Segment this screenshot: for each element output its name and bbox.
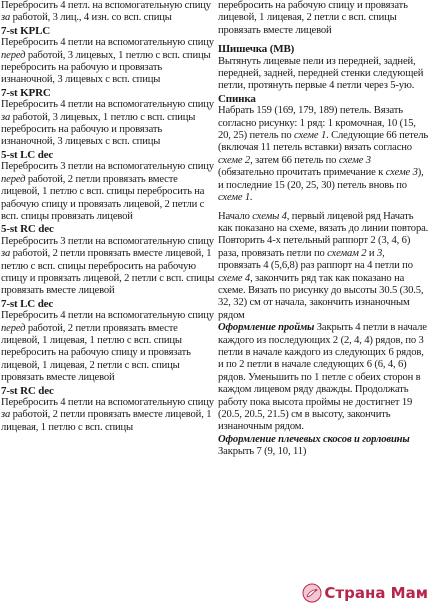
section-heading: Оформление проймы [218, 322, 315, 334]
text-italic: за [1, 111, 11, 123]
section-heading: 7-st RC dec [1, 384, 54, 397]
text: Набрать 159 (169, 179, 189) петель. Вязать согласно рисунку: 1 ряд: 1 кромочная, 10 (15, 20, 25) петель по [218, 105, 416, 142]
paragraph [1, 161, 215, 223]
right-column [218, 0, 429, 459]
paragraph: перебросить на рабочую спицу и провязать лицевой, 1 лицевая, 2 петли с всп. спицы провязать вместе лицевой [218, 0, 408, 36]
text: работой, 2 петли провязать вместе лицевой, 1 петлю с всп. спицы перебросить на рабочую спицу и провязать лицевой, 2 петли с всп. спицы провязать вместе лицевой [1, 248, 215, 297]
paragraph [218, 322, 429, 434]
text: Перебросить 4 петли на вспомогательную спицу [1, 99, 214, 111]
text-italic: схеме 1 [294, 130, 327, 142]
text: работой, 3 лицевых, 1 петлю с всп. спицы перебросить на рабочую и провязать изнаночной, 3 лицевых с всп. спицы [1, 49, 211, 86]
text: , закончить ряд так как показано на схеме. Вязать по рисунку до высоты 30.5 (30.5, 32, 32) см от начала, закончить изнаночным рядом [218, 272, 424, 321]
paragraph [218, 105, 429, 204]
text-italic: схеме 3 [338, 154, 371, 166]
text-italic: схемы 4 [252, 210, 287, 222]
paragraph [1, 310, 215, 384]
section-heading: 7-st KPLC [1, 24, 51, 37]
text-italic: за [1, 12, 11, 24]
section-heading: Оформление плечевых скосов и горловины [218, 433, 410, 445]
text: Начало [218, 210, 250, 222]
text-italic: схеме 3 [385, 167, 418, 179]
paragraph [1, 236, 215, 298]
paragraph [1, 397, 215, 434]
text: работой, 2 петли провязать вместе лицевой, 1 лицевая, 1 петлю с всп. спицы [1, 409, 212, 433]
text: Перебросить 4 петли на вспомогательную спицу [1, 37, 214, 49]
left-column [1, 0, 215, 434]
section-heading: 7-st KPRC [1, 86, 51, 99]
text: Перебросить 4 петл. на вспомогательную спицу [1, 0, 211, 11]
text-italic: 3 [376, 247, 383, 259]
text-italic: перед [1, 173, 26, 185]
text-italic: перед [1, 49, 26, 61]
text: работой, 2 петли провязать вместе лицевой, 1 лицевая, 1 петлю с всп. спицы перебросить на рабочую спицу и провязать лицевой, 1 лицевая, 2 петли с всп. спицы провязать вместе лицевой [1, 322, 191, 384]
stork-logo-icon [302, 583, 322, 603]
text-italic: схеме 4 [218, 272, 251, 284]
text: Закрыть 7 (9, 10, 11) [218, 446, 307, 458]
text: , первый лицевой ряд Начать как показано на схеме, вязать до линии повтора. Повторить 4-х петельный раппорт 2 (3, 4, 6) раза, провязать петли по [218, 210, 429, 259]
site-watermark [302, 578, 428, 608]
text: , провязать 4 (5,6,8) раз раппорт на 4 петли по [218, 247, 413, 272]
section-heading: 7-st LC dec [1, 297, 54, 310]
paragraph [1, 37, 215, 87]
text-italic: перед [1, 322, 26, 334]
paragraph [218, 434, 429, 459]
text: Перебросить 4 петли на вспомогательную спицу [1, 397, 214, 408]
text: (обязательно прочитать примечание к [218, 167, 384, 179]
text: , затем 66 петель по [250, 154, 337, 166]
text: Закрыть 4 петли в начале каждого из последующих 2 (2, 4, 4) рядов, по 3 петли в начале каждого из следующих 6 рядов, и по 2 петли в начале следующих 6 (6, 4, 6) рядов. Уменьшить по 1 петле с обеих сторон в каждом лицевом ряду дважды. Продолжать работу пока высота проймы не достигнет 19 (20.5, 20.5, 21.5) см в высоту, закончить изнаночным рядом. [218, 322, 427, 433]
text: . Следующие 66 петель (включая 11 петель вставки) вязать согласно [218, 130, 429, 154]
section-heading: Спинка [218, 92, 256, 105]
section-heading: Шишечка (MB) [218, 43, 295, 56]
watermark-text: Страна Мам [324, 584, 428, 602]
text: ), и последние 15 (20, 25, 30) петель вновь по [218, 167, 424, 191]
text-italic: схеме 2 [218, 154, 251, 166]
section-heading: 5-st RC dec [1, 223, 54, 236]
text: работой, 3 лиц., 4 изн. со всп. спицы [12, 12, 172, 24]
paragraph: Вытянуть лицевые пели из передней, задней, передней, задней, передней стенки следующей петли, протянуть первые 4 петли через 5-ую. [218, 55, 424, 92]
text: работой, 3 лицевых, 1 петлю с всп. спицы перебросить на рабочую и провязать изнаночной, 3 лицевых с всп. спицы [1, 111, 196, 148]
paragraph [1, 0, 215, 25]
section-heading: 5-st LC dec [1, 148, 54, 161]
paragraph [218, 211, 429, 323]
text: Перебросить 3 петли на вспомогательную спицу [1, 235, 214, 247]
text: и [368, 247, 375, 259]
paragraph [1, 99, 215, 149]
text: Перебросить 3 петли на вспомогательную спицу [1, 161, 214, 173]
text-italic: за [1, 409, 11, 421]
text: Перебросить 4 петли на вспомогательную спицу [1, 310, 214, 322]
text: работой, 2 петли провязать вместе лицевой, 1 петлю с всп. спицы перебросить на рабочую спицу и провязать лицевой, 2 петли с всп. спицы провязать лицевой [1, 173, 205, 222]
text-italic: схеме 1. [218, 192, 253, 204]
text-italic: за [1, 248, 11, 260]
text-italic: схемам 2 [327, 247, 367, 259]
